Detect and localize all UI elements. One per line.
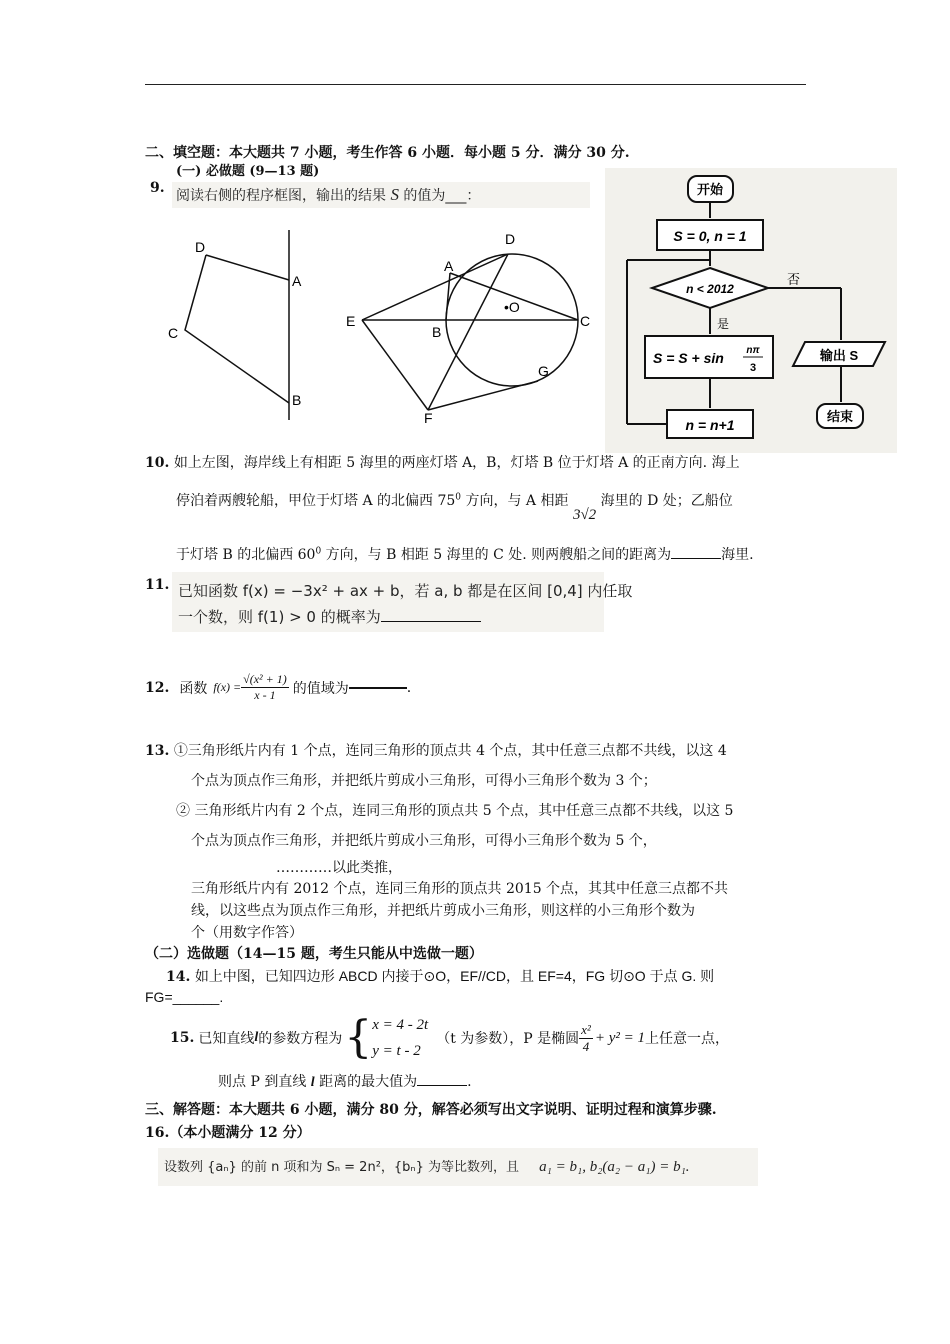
q9-text-after: 的值为___： [403, 188, 481, 204]
q15-answer-blank[interactable] [417, 1085, 467, 1086]
q12-line [145, 672, 411, 703]
q13-p4-line2: 线，以这些点为顶点作三角形，并把纸片剪成小三角形，则这样的小三角形个数为 [191, 903, 695, 919]
q15-mid: 的参数方程为 [258, 1031, 343, 1047]
q13-p3: …………以此类推， [276, 860, 402, 876]
q11-line2: 一个数，则 f(1) > 0 的概率为 [178, 608, 381, 626]
q13-p1-line2: 个点为顶点作三角形，并把纸片剪成小三角形，可得小三角形个数为 3 个； [191, 773, 657, 789]
q11-number: 11. [145, 577, 170, 593]
label-B2: B [432, 324, 442, 340]
q10-line3a: 于灯塔 B 的北偏西 60 [176, 547, 316, 563]
q10-line1 [145, 452, 740, 472]
q15-ell-num: x² [581, 1021, 591, 1037]
middle-figure [340, 225, 600, 430]
q15-system [372, 1012, 428, 1064]
fc-body-den: 3 [749, 362, 757, 374]
q11-block [172, 572, 633, 632]
q15-ell-den: 4 [582, 1038, 590, 1054]
optional-header: （二）选做题（14—15 题，考生只能从中选做一题） [145, 946, 483, 962]
left-figure [160, 225, 320, 425]
q10-line2c: 海里的 D 处；乙船位 [600, 493, 733, 509]
fc-output: 输出 S [819, 348, 859, 363]
label-O: •O [504, 299, 520, 315]
q15-eq2: y = t - 2 [372, 1043, 421, 1059]
label-A: A [292, 273, 302, 289]
q14-line2: FG=______. [145, 989, 224, 1005]
q9-text-before: 阅读右侧的程序框图，输出的结果 [176, 188, 386, 204]
q15-l: l [254, 1030, 259, 1045]
fc-cond: n < 2012 [686, 282, 734, 296]
label-B: B [292, 392, 302, 408]
q15-param: （t 为参数），P 是椭圆 [436, 1031, 580, 1047]
q16-math: a₁ = b₁, b₂(a₂ − a₁) = b₁. [539, 1159, 690, 1175]
label-G: G [538, 363, 549, 379]
q12-fx: f(x) = [213, 680, 242, 694]
fc-incr: n = n+1 [685, 417, 735, 433]
q11-line1: 已知函数 f(x) = −3x² + ax + b，若 a, b 都是在区间 [0,4] 内任取 [178, 582, 633, 600]
q15-l2: l [310, 1075, 315, 1090]
q10-line2 [176, 490, 733, 523]
label-E: E [346, 313, 356, 329]
section-3-title: 三、解答题：本大题共 6 小题，满分 80 分，解答必须写出文字说明、证明过程和演算步骤. [145, 1102, 717, 1118]
q15-number: 15. [170, 1030, 195, 1046]
section-2-title: 二、填空题：本大题共 7 小题，考生作答 6 小题．每小题 5 分．满分 30 分. [145, 145, 630, 161]
label-F: F [424, 410, 433, 426]
required-header: (一) 必做题 (9—13 题) [176, 164, 320, 179]
q12-number: 12. [145, 679, 170, 696]
q15-line2b: 距离的最大值为 [319, 1074, 418, 1090]
q15-line2c: . [467, 1074, 472, 1090]
q13-number: 13. [145, 743, 170, 759]
q10-line2b: 方向，与 A 相距 [461, 493, 569, 509]
label-C: C [168, 325, 179, 341]
q13-p1-line1 [145, 740, 727, 760]
q10-line2a: 停泊着两艘轮船，甲位于灯塔 A 的北偏西 75 [176, 493, 456, 509]
label-C2: C [580, 313, 591, 329]
fc-body: S = S + sin [653, 350, 724, 366]
q13-p2-line1: ② 三角形纸片内有 2 个点，连同三角形的顶点共 5 个点，其中任意三点都不共线，以这 5 [176, 803, 734, 819]
q10-number: 10. [145, 455, 170, 471]
q14-line1-text: 如上中图，已知四边形 ABCD 内接于⊙O，EF//CD，且 EF=4，FG 切⊙O 于点 G. 则 [194, 968, 715, 984]
q10-line3-sup: 0 [315, 546, 322, 557]
label-A2: A [444, 258, 454, 274]
q14-line1 [166, 966, 714, 986]
q12-num: √(x² + 1) [243, 672, 287, 686]
q12-prefix: 函数 [179, 680, 208, 697]
q13-p4-line3: 个（用数字作答） [191, 925, 303, 941]
q15-ellipse-frac [579, 1022, 593, 1055]
q12-answer-blank[interactable] [349, 687, 407, 689]
q9-text [172, 182, 590, 208]
fc-end: 结束 [826, 409, 854, 424]
q13-p2-line2: 个点为顶点作三角形，并把纸片剪成小三角形，可得小三角形个数为 5 个， [191, 833, 657, 849]
label-D: D [195, 239, 206, 255]
q11-line2-wrap [178, 604, 598, 630]
q15-prefix: 已知直线 [198, 1031, 255, 1047]
q10-line3b: 方向，与 B 相距 5 海里的 C 处. 则两艘船之间的距离为 [321, 547, 672, 563]
q11-answer-blank[interactable] [381, 621, 481, 622]
fc-yes: 是 [717, 317, 730, 331]
q16-text: 设数列 {aₙ} 的前 n 项和为 Sₙ = 2n²，{bₙ} 为等比数列，且 [164, 1160, 520, 1175]
fc-start: 开始 [696, 182, 724, 197]
q16-header: 16.（本小题满分 12 分） [145, 1125, 311, 1141]
q15-tail: 上任意一点， [644, 1031, 729, 1047]
q15-ell-rest: + y² = 1 [594, 1029, 645, 1046]
q10-line3c: 海里. [721, 547, 754, 563]
flowchart [605, 168, 897, 453]
q15-line2a: 则点 P 到直线 [218, 1074, 307, 1090]
q13-p1-line1-text: ①三角形纸片内有 1 个点，连同三角形的顶点共 4 个点，其中任意三点都不共线，以这 4 [173, 743, 727, 759]
fc-no: 否 [787, 272, 801, 287]
q13-p4-line1: 三角形纸片内有 2012 个点，连同三角形的顶点共 2015 个点，其其中任意三点都不共 [191, 881, 729, 897]
q10-line1-text: 如上左图，海岸线上有相距 5 海里的两座灯塔 A，B，灯塔 B 位于灯塔 A 的正南方向. 海上 [173, 455, 740, 471]
q10-line2-sup: 0 [455, 492, 462, 503]
q15-line2 [218, 1071, 472, 1091]
fc-body-num: nπ [746, 345, 760, 356]
q10-line2-math: 3√2 [572, 507, 597, 523]
q9-var: S [390, 185, 399, 204]
q12-end: . [406, 679, 412, 696]
q12-frac [241, 672, 289, 703]
q15-brace: { [344, 1012, 373, 1063]
q10-answer-blank[interactable] [671, 558, 721, 559]
q16-block [158, 1148, 758, 1186]
header-rule [145, 84, 806, 85]
q9-number: 9. [150, 180, 165, 196]
fc-init: S = 0, n = 1 [673, 228, 747, 244]
q12-suffix: 的值域为 [292, 680, 349, 697]
q15-line1 [170, 1012, 729, 1064]
q15-eq1: x = 4 - 2t [372, 1017, 429, 1033]
q14-number: 14. [166, 969, 191, 985]
label-D2: D [505, 231, 516, 247]
q12-den: x - 1 [254, 688, 276, 702]
q10-line3 [176, 544, 754, 564]
